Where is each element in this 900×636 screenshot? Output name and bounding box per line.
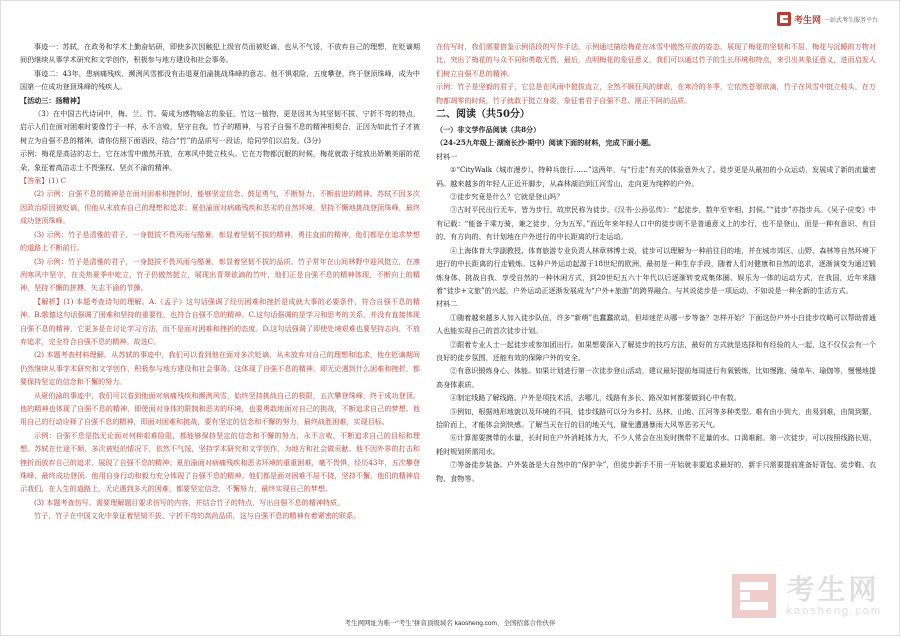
- watermark-logo-icon: [728, 570, 780, 622]
- watermark-cn: 考生网: [786, 574, 880, 605]
- material-paragraph: ⑦等备徒步装备。户外装备是大自然中的“保护伞”，但徒步新手不用一开始就非要追求最好的，新手只需要提前准备好背包、徒步鞋、衣物、食物等。: [436, 460, 876, 483]
- material-one-label: 材料一: [436, 151, 458, 161]
- paragraph: 示例：自强不息是指无论面对何种艰难险阻，都能够保持坚定的信念和不懈的努力，永不言败，不断追求自己的目标和理想。苏轼在仕途不顺、多次被贬的情况下，依然不气馁，坚持学术研究和文学创作，为地方和社会做贡献。他不因外界的打击和挫折而放弃自己的追求，展现了自强不息的精神；夏伯渝面对病痛残疾和恶劣环境的重重困难，毫不畏惧，经历43年，五次攀登珠峰，最终成功登顶。他用自身行动和毅力充分体现了自强不息的精神。他们都是面对困难不屈不挠，坚持不懈，他们的精神启示我们，在人生的道路上，无论遇到多大的困难，都要坚定信念，不懈努力，最终实现自己的梦想。: [20, 430, 420, 494]
- material-paragraph: ②有意识锻炼身心、体能。如果计划进行第一次徒步登山活动，建议最好提前每周进行有氧锻炼，比如慢跑、骑单车、瑜伽等，慢慢地提高身体素质。: [436, 366, 876, 389]
- paragraph: 【活动三：扬精神】: [20, 95, 84, 105]
- paragraph: 【解析】(1) 本题考查诗句的理解。A.《孟子》这句话强调了经历困难和挫折是成就大事的必要条件，符合自强不息的精神。B.歌德这句话强调了困难和坚持的重要性，也符合自强不息的精神。C.这句话强调的是学习和思考的关系，并没有直接体现自强不息的精神，它更多是在讨论学习方法，而不是面对困难和挫折的态度。D.这句话强调了即使处境艰难也要坚持志向，不放弃追求，完全符合自强不息的精神。故选C。: [20, 296, 420, 346]
- paragraph: （3）在中国古代诗词中，梅、兰、竹、菊成为感物喻志的象征，竹这一植物，更是因其为其坚韧不拔、宁折不弯的特点，启示人们在面对困难时要像竹子一样，永不言败，坚守自我。竹子的精神，与君子自强不息的精神相契合，正因为如此竹子才被树立为自强不息的精神。请你仿照下面语段，结合“竹”的品质写一段话，给同学们以启发。(3分): [20, 109, 420, 145]
- section-title: 二、阅读（共50分）: [436, 109, 530, 121]
- material-paragraph: ②徒步究竟是什么？它就是登山吗？: [450, 192, 564, 202]
- answer-continuation: [436, 40, 876, 107]
- brand-logo-icon: [777, 12, 791, 26]
- watermark-en: kaosheng.com: [786, 605, 882, 617]
- material-paragraph: ④制定线路了解线路。户外是项技术活，去哪儿，线路有多长、路况如何都要做到心中有数。: [450, 393, 741, 403]
- material-paragraph: ①随着越来越多人加入徒步队伍，许多“新萌”也蠢蠢欲动，但却迷茫从哪一步等备？怎样开始？下面这份户外小白徒步攻略可以帮助普通人也能实现自己的首次徒步计划。: [436, 312, 876, 336]
- right-column: [436, 40, 876, 485]
- answer-paragraph: 示例：竹子是坚毅的君子，它总是在风雨中挺拔直立，全然不顾狂风的肆虐，在寒冷的冬季，它依然苍翠欲滴，竹子在风雪中挺立枝头，在万物都凋零的时候，竹子就敢于挺立身姿，象征着君子自强不息、刚正不阿的品质。: [436, 82, 876, 105]
- question-head: （24-25九年级上·湖南长沙·期中）阅读下面的材料，完成下面小题。: [436, 138, 656, 148]
- paragraph: 从夏伯渝的事迹中，我们可以看到他面对病痛残疾和濒洌风雪，始终坚持挑战自己的极限，五次攀登珠峰，终于成功登顶。他的精神也体现了自强不息的精神，即使面对身体的限制和恶劣的环境，也要勇敢地面对自己的挑战，不断追求自己的梦想。他用自己的行动诠释了自强不息的精神，即面对困难和挑战，要有坚定的信念和不懈的努力，最终战胜困难，实现目标。: [20, 390, 420, 427]
- watermark: [728, 570, 882, 622]
- left-column: [20, 40, 420, 523]
- sub-title: （一）非文学作品阅读（共8分）: [436, 125, 541, 135]
- brand-logo[interactable]: [777, 12, 878, 26]
- paragraph: (3) 示例：竹子是清雅的君子，一身挺拔不畏风雨与酷暑，彰显着坚韧不拔的品质。竹子常年在山间林野中迎风挺立，在凛冽寒风中坚守，在炎热夏季中屹立，竹子仍傲然挺立，展现出青翠欲滴的竹叶，他们正是自强不息的精神体现，不断向上的精神，坚持不懈的拼搏，矢志不渝的节操。: [20, 256, 420, 293]
- material-paragraph: ①“CityWalk（城市漫步）、特种兵旅行……”这两年，与“行走”有关的体验意外火了。徒步更是从最初的小众运动，发展成了新的流量密码。越来越多的年轻人正近开脚步，从森林湖泊到江河雪山，走向更为纯粹的户外。: [436, 165, 876, 188]
- page-footer: 考生网网址为唯一“考生”拼音顶级域名 kaosheng.com，全国招募合作伙伴: [344, 620, 556, 627]
- material-paragraph: ④上海体育大学副教授、体育旅游专业负责人林章林博士说，徒步可以理解为一种前往目的地，并在城市郊区、山野、森林等自然环境下进行的中长距离的行走锻炼。这种户外运动起源于18世纪的欧洲，最初是一种生存手段，随着人们对健康和自然的追求，逐渐演变为通过锻炼身体、挑战自我、享受自然的一种休闲方式，到20世纪五六十年代以后逐渐转变成集体圈、娱乐为一体的运动方式，在我国，近年来随着“徒步+文旅”的兴起，户外运动正逐渐发展成为“户外+旅游”的跨界融合。与其说徒步是一项运动，不如说是一种全新的生活方式。: [436, 245, 876, 295]
- brand-tagline: 一站式考生服务平台: [823, 17, 878, 24]
- material-paragraph: ③古时平民出行无车，皆为步行，故庶民称为徒步。《汉书·公孙弘传》：“起徒步，数年至宰相，封侯。”“徒步”亦指步兵。《吴子·应变》中有记载：“能备千乘万骑，兼之徒步，分为五军。”而近年来年轻人口中的徒步则不是普通意义上的步行，也不是登山，而是一种有意识、有目的、有方向的、有计划地在户外进行的中长距离的行走运动。: [436, 205, 876, 242]
- paragraph: (2) 示例：自强不息的精神是在面对困难和挫折时，能够坚定信念、鼓足勇气，不断努力，不断前进的精神。苏轼不因多次因政治原因被贬谪，但他从未放弃自己的理想和追求；夏伯渝面对病痛残疾和恶劣的自然环境，坚持不懈地挑战登顶珠峰，最终成功登顶珠峰。: [20, 189, 420, 226]
- material-two-body: [436, 311, 876, 485]
- material-paragraph: ⑥计算需要携带的水量，长时间在户外消耗体力大，不少人常会在出发时携带不足量的水。口渴难耐。第一次徒步，可以按照线路长短、耗时规划所需用水。: [436, 433, 876, 456]
- material-two-label: 材料二: [436, 299, 458, 309]
- brand-name: 考生网: [793, 14, 821, 25]
- material-one-body: [436, 163, 876, 297]
- material-paragraph: ②跟着专业人士一起徒步或参加团出行。如果想要深入了解徒步的技巧方法，最好的方式就是选择和有经验的人一起，这不仅仅会有一个良好的徒步氛围，还能有效的保障户外的安全。: [436, 339, 876, 362]
- paragraph: (3) 示例：竹子是清雅的君子，一身挺拔不畏风雨与酷暑，彰显着坚韧不拔的精神，勇往直前的精神，他们都是在追求梦想的道路上不断前行。: [20, 229, 420, 253]
- paragraph: 示例：梅花是高洁的志士，它在冰雪中傲然开放，在寒风中挺立枝头。它在万物都沉眠的时候，梅花就敢于绽放出娇嫩美丽的花朵，象征着高洁志士不畏强权、坚贞不渝的精神。: [20, 149, 420, 172]
- paragraph: 【答案】(1) C: [20, 176, 67, 186]
- paragraph: (2) 本题考查材料理解。从苏轼的事迹中，我们可以看到他在面对多次贬谪，从未放弃对自己的理想和追求，他在贬谪期间仍然继续从事学术研究和文学创作，积极参与地方建设和社会事务。这体现了自强不息的精神，即无论遇到什么困难和挫折，都要保持坚定的信念和不懈的努力。: [20, 350, 420, 387]
- paragraph: 竹子，竹子在中国文化中象征着坚韧不拔、宁折不弯的高尚品质，这与自强不息的精神有着紧密的联系。: [34, 511, 361, 521]
- paragraph: 事迹二：43年，患病痛残疾、濒洌风雪都没有击退夏伯渝挑战珠峰的意志。他不惧艰险，五度攀登，终于登顶珠峰，成为中国第一位成功登顶珠峰的残疾人。: [20, 68, 420, 92]
- paragraph: 事迹一：苏轼，在政务和学术上勤奋钻研，即使多次因触犯上级官员而被贬谪，也从不气馁，不放弃自己的理想，在贬谪期间仍继续从事学术研究和文学创作，积极参与地方建设和社会事务。: [20, 42, 420, 65]
- answer-paragraph: 在仿写时，我们需要借鉴示例语段的写作手法，示例通过描绘梅花在冰雪中傲然开放的姿态，展现了梅花的坚韧和不屈，梅花与沉睡的万物对比，突出了梅花的与众不同和勇敢无畏，最后，点明梅花的象征意义，我们可以通过竹子的生长环境和特点，来引出其象征意义，进而启发人们树立自强不息的精神。: [436, 42, 876, 78]
- material-paragraph: ⑤例如，根据地形地貌以及环境的不同，徒步线路可以分为乡村、丛林、山地、江河等多种类型。难有由小到大，由易到难，由简到繁，拾阶而上，才能体会到快感。了解当天在行的目的地天气，避免遭遇暴雨大风等恶劣天气。: [436, 406, 876, 429]
- paragraph: (3) 本题考查仿写。需要理解题目要求仿写的内容，并结合竹子的特点，写出自强不息的精神特质。: [34, 497, 345, 507]
